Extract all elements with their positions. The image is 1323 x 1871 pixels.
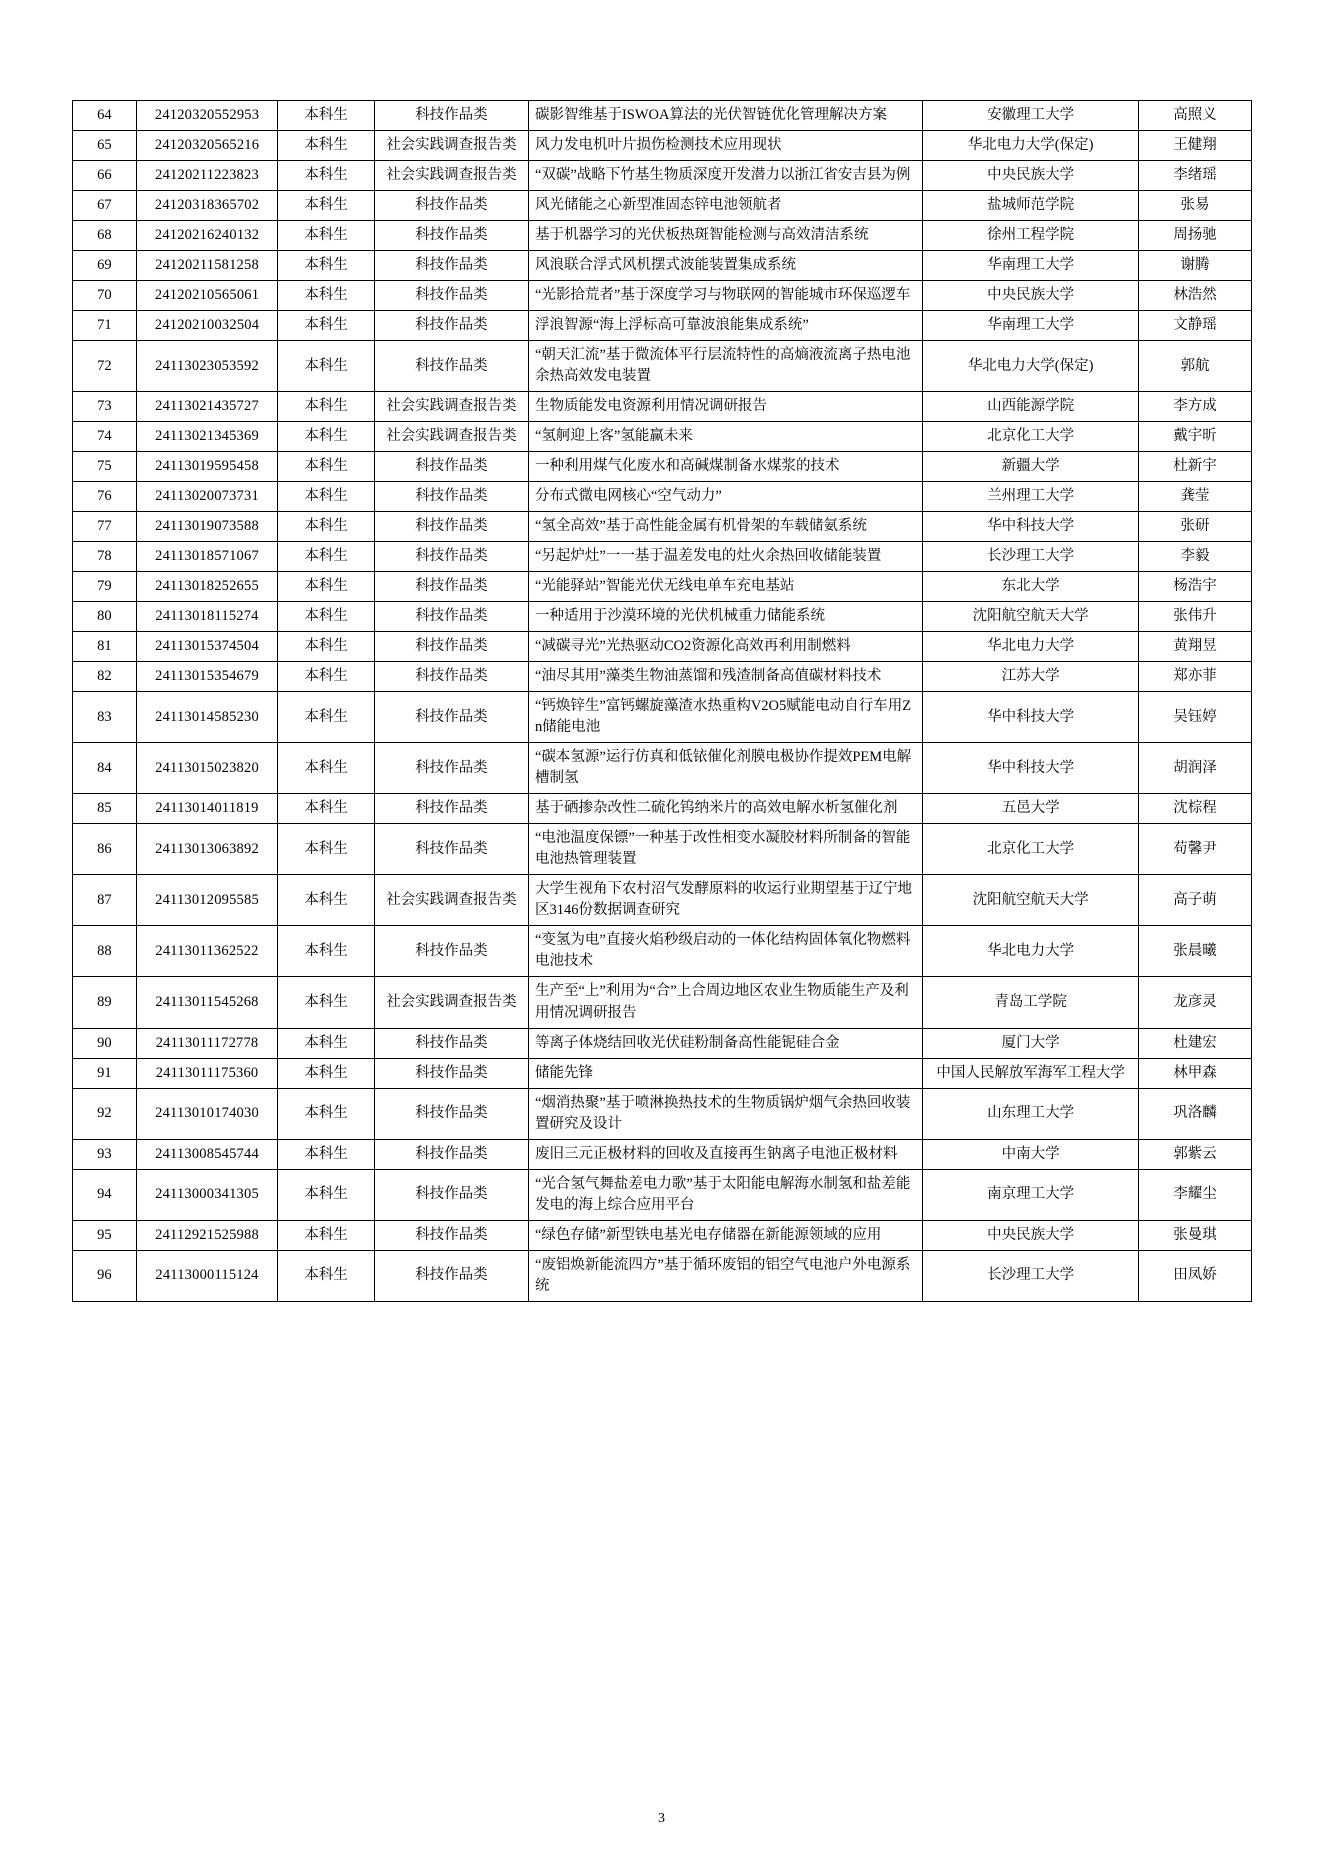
row-category: 科技作品类 [374, 572, 528, 602]
row-school: 北京化工大学 [923, 824, 1139, 875]
row-author-group: 本科生 [278, 482, 375, 512]
row-school: 华北电力大学(保定) [923, 131, 1139, 161]
row-work-code: 24113014585230 [136, 692, 278, 743]
row-title: 一种利用煤气化废水和高碱煤制备水煤浆的技术 [528, 452, 922, 482]
row-index: 72 [73, 341, 137, 392]
row-category: 科技作品类 [374, 632, 528, 662]
row-index: 94 [73, 1169, 137, 1220]
table-row [73, 1028, 1252, 1058]
row-index: 93 [73, 1139, 137, 1169]
row-work-code: 24113018115274 [136, 602, 278, 632]
table-row [73, 794, 1252, 824]
row-title: “废铝焕新能流四方”基于循环废铝的铝空气电池户外电源系统 [528, 1250, 922, 1301]
row-school: 华南理工大学 [923, 311, 1139, 341]
row-first-author: 张曼琪 [1138, 1220, 1251, 1250]
row-title: 生物质能发电资源利用情况调研报告 [528, 392, 922, 422]
row-work-code: 24113015354679 [136, 662, 278, 692]
row-index: 88 [73, 926, 137, 977]
row-first-author: 杜新宇 [1138, 452, 1251, 482]
row-first-author: 沈棕程 [1138, 794, 1251, 824]
row-category: 科技作品类 [374, 794, 528, 824]
row-author-group: 本科生 [278, 977, 375, 1028]
row-school: 江苏大学 [923, 662, 1139, 692]
row-author-group: 本科生 [278, 542, 375, 572]
row-title: “变氢为电”直接火焰秒级启动的一体化结构固体氧化物燃料电池技术 [528, 926, 922, 977]
row-school: 青岛工学院 [923, 977, 1139, 1028]
row-author-group: 本科生 [278, 341, 375, 392]
row-title: “光合氢气舞盐差电力歌”基于太阳能电解海水制氢和盐差能发电的海上综合应用平台 [528, 1169, 922, 1220]
row-index: 95 [73, 1220, 137, 1250]
row-index: 77 [73, 512, 137, 542]
row-school: 中央民族大学 [923, 1220, 1139, 1250]
table-row [73, 743, 1252, 794]
row-work-code: 24113010174030 [136, 1088, 278, 1139]
row-title: 基于机器学习的光伏板热斑智能检测与高效清洁系统 [528, 221, 922, 251]
row-school: 中国人民解放军海军工程大学 [923, 1058, 1139, 1088]
row-school: 沈阳航空航天大学 [923, 602, 1139, 632]
row-first-author: 李毅 [1138, 542, 1251, 572]
row-work-code: 24113018571067 [136, 542, 278, 572]
table-row [73, 1169, 1252, 1220]
row-author-group: 本科生 [278, 251, 375, 281]
row-title: “氢舸迎上客”氢能赢未来 [528, 422, 922, 452]
row-school: 华北电力大学 [923, 926, 1139, 977]
table-row [73, 926, 1252, 977]
row-title: 等离子体烧结回收光伏硅粉制备高性能铌硅合金 [528, 1028, 922, 1058]
row-title: “氢全高效”基于高性能金属有机骨架的车载储氨系统 [528, 512, 922, 542]
row-title: 大学生视角下农村沼气发酵原料的收运行业期望基于辽宁地区3146份数据调查研究 [528, 875, 922, 926]
row-title: 风浪联合浮式风机摆式波能装置集成系统 [528, 251, 922, 281]
row-work-code: 24113019073588 [136, 512, 278, 542]
row-category: 科技作品类 [374, 1088, 528, 1139]
row-work-code: 24120216240132 [136, 221, 278, 251]
entries-table [72, 100, 1252, 1302]
row-school: 中央民族大学 [923, 161, 1139, 191]
row-first-author: 林甲森 [1138, 1058, 1251, 1088]
row-work-code: 24113015374504 [136, 632, 278, 662]
row-index: 91 [73, 1058, 137, 1088]
row-category: 社会实践调查报告类 [374, 875, 528, 926]
row-index: 80 [73, 602, 137, 632]
row-work-code: 24113000341305 [136, 1169, 278, 1220]
row-author-group: 本科生 [278, 131, 375, 161]
row-title: 风光储能之心新型准固态锌电池领航者 [528, 191, 922, 221]
row-index: 75 [73, 452, 137, 482]
row-school: 沈阳航空航天大学 [923, 875, 1139, 926]
row-author-group: 本科生 [278, 422, 375, 452]
row-author-group: 本科生 [278, 452, 375, 482]
row-category: 科技作品类 [374, 482, 528, 512]
row-school: 新疆大学 [923, 452, 1139, 482]
row-title: 废旧三元正极材料的回收及直接再生钠离子电池正极材料 [528, 1139, 922, 1169]
row-author-group: 本科生 [278, 161, 375, 191]
row-category: 社会实践调查报告类 [374, 977, 528, 1028]
row-index: 65 [73, 131, 137, 161]
row-title: 风力发电机叶片损伤检测技术应用现状 [528, 131, 922, 161]
table-row [73, 392, 1252, 422]
row-category: 科技作品类 [374, 251, 528, 281]
table-row [73, 824, 1252, 875]
row-first-author: 龚莹 [1138, 482, 1251, 512]
table-row [73, 101, 1252, 131]
row-author-group: 本科生 [278, 632, 375, 662]
row-school: 盐城师范学院 [923, 191, 1139, 221]
table-row [73, 662, 1252, 692]
row-first-author: 李方成 [1138, 392, 1251, 422]
table-row [73, 311, 1252, 341]
row-index: 64 [73, 101, 137, 131]
row-work-code: 24112921525988 [136, 1220, 278, 1250]
row-title: “朝天汇流”基于微流体平行层流特性的高熵液流离子热电池余热高效发电装置 [528, 341, 922, 392]
row-author-group: 本科生 [278, 311, 375, 341]
row-category: 科技作品类 [374, 311, 528, 341]
table-row [73, 977, 1252, 1028]
row-first-author: 杨浩宇 [1138, 572, 1251, 602]
row-index: 66 [73, 161, 137, 191]
row-author-group: 本科生 [278, 743, 375, 794]
row-category: 社会实践调查报告类 [374, 131, 528, 161]
row-title: “油尽其用”藻类生物油蒸馏和残渣制备高值碳材料技术 [528, 662, 922, 692]
row-category: 科技作品类 [374, 602, 528, 632]
row-index: 73 [73, 392, 137, 422]
row-work-code: 24113008545744 [136, 1139, 278, 1169]
row-work-code: 24113013063892 [136, 824, 278, 875]
table-row [73, 161, 1252, 191]
row-first-author: 胡润泽 [1138, 743, 1251, 794]
row-work-code: 24120210565061 [136, 281, 278, 311]
row-title: “另起炉灶”一一基于温差发电的灶火余热回收储能装置 [528, 542, 922, 572]
row-index: 96 [73, 1250, 137, 1301]
row-school: 华中科技大学 [923, 743, 1139, 794]
row-title: “光影拾荒者”基于深度学习与物联网的智能城市环保巡逻车 [528, 281, 922, 311]
row-first-author: 田凤娇 [1138, 1250, 1251, 1301]
table-row [73, 875, 1252, 926]
row-index: 87 [73, 875, 137, 926]
table-row [73, 1250, 1252, 1301]
row-first-author: 郑亦菲 [1138, 662, 1251, 692]
row-author-group: 本科生 [278, 824, 375, 875]
entries-table-body [73, 101, 1252, 1302]
row-category: 科技作品类 [374, 1250, 528, 1301]
row-index: 84 [73, 743, 137, 794]
row-index: 71 [73, 311, 137, 341]
table-row [73, 602, 1252, 632]
row-author-group: 本科生 [278, 794, 375, 824]
row-first-author: 巩洛麟 [1138, 1088, 1251, 1139]
row-school: 华中科技大学 [923, 692, 1139, 743]
row-first-author: 郭航 [1138, 341, 1251, 392]
row-author-group: 本科生 [278, 101, 375, 131]
row-title: 储能先锋 [528, 1058, 922, 1088]
row-work-code: 24113014011819 [136, 794, 278, 824]
row-school: 华中科技大学 [923, 512, 1139, 542]
row-author-group: 本科生 [278, 1088, 375, 1139]
row-title: 基于硒掺杂改性二硫化钨纳米片的高效电解水析氢催化剂 [528, 794, 922, 824]
table-row [73, 572, 1252, 602]
row-category: 社会实践调查报告类 [374, 161, 528, 191]
row-work-code: 24120211581258 [136, 251, 278, 281]
row-category: 科技作品类 [374, 191, 528, 221]
row-work-code: 24120210032504 [136, 311, 278, 341]
row-work-code: 24113021345369 [136, 422, 278, 452]
row-first-author: 高照义 [1138, 101, 1251, 131]
row-category: 科技作品类 [374, 221, 528, 251]
row-author-group: 本科生 [278, 392, 375, 422]
row-author-group: 本科生 [278, 1028, 375, 1058]
row-school: 华南理工大学 [923, 251, 1139, 281]
row-work-code: 24113020073731 [136, 482, 278, 512]
row-index: 86 [73, 824, 137, 875]
table-row [73, 1058, 1252, 1088]
row-index: 78 [73, 542, 137, 572]
row-category: 科技作品类 [374, 824, 528, 875]
row-first-author: 林浩然 [1138, 281, 1251, 311]
row-index: 83 [73, 692, 137, 743]
row-author-group: 本科生 [278, 1169, 375, 1220]
row-work-code: 24120318365702 [136, 191, 278, 221]
row-school: 厦门大学 [923, 1028, 1139, 1058]
row-author-group: 本科生 [278, 512, 375, 542]
row-work-code: 24113021435727 [136, 392, 278, 422]
row-title: “钙焕锌生”富钙螺旋藻渣水热重构V2O5赋能电动自行车用Zn储能电池 [528, 692, 922, 743]
row-school: 兰州理工大学 [923, 482, 1139, 512]
row-work-code: 24120211223823 [136, 161, 278, 191]
row-index: 69 [73, 251, 137, 281]
row-school: 长沙理工大学 [923, 542, 1139, 572]
row-title: “双碳”战略下竹基生物质深度开发潜力以浙江省安吉县为例 [528, 161, 922, 191]
row-first-author: 张伟升 [1138, 602, 1251, 632]
row-title: 碳影智维基于ISWOA算法的光伏智链优化管理解决方案 [528, 101, 922, 131]
row-work-code: 24113011545268 [136, 977, 278, 1028]
row-category: 科技作品类 [374, 1220, 528, 1250]
row-index: 92 [73, 1088, 137, 1139]
row-school: 徐州工程学院 [923, 221, 1139, 251]
row-work-code: 24113000115124 [136, 1250, 278, 1301]
row-author-group: 本科生 [278, 191, 375, 221]
row-first-author: 张易 [1138, 191, 1251, 221]
row-first-author: 周扬驰 [1138, 221, 1251, 251]
row-category: 科技作品类 [374, 692, 528, 743]
table-row [73, 1088, 1252, 1139]
table-row [73, 452, 1252, 482]
row-work-code: 24120320552953 [136, 101, 278, 131]
row-title: “光能驿站”智能光伏无线电单车充电基站 [528, 572, 922, 602]
table-row [73, 131, 1252, 161]
row-category: 科技作品类 [374, 341, 528, 392]
row-first-author: 吴钰婷 [1138, 692, 1251, 743]
row-title: “绿色存储”新型铁电基光电存储器在新能源领域的应用 [528, 1220, 922, 1250]
row-school: 东北大学 [923, 572, 1139, 602]
row-first-author: 郭紫云 [1138, 1139, 1251, 1169]
row-index: 70 [73, 281, 137, 311]
row-first-author: 龙彦灵 [1138, 977, 1251, 1028]
row-first-author: 文静瑶 [1138, 311, 1251, 341]
row-first-author: 黄翔昱 [1138, 632, 1251, 662]
row-index: 76 [73, 482, 137, 512]
row-category: 科技作品类 [374, 743, 528, 794]
row-index: 68 [73, 221, 137, 251]
row-work-code: 24113011172778 [136, 1028, 278, 1058]
row-author-group: 本科生 [278, 1139, 375, 1169]
row-author-group: 本科生 [278, 572, 375, 602]
row-work-code: 24113011175360 [136, 1058, 278, 1088]
row-category: 社会实践调查报告类 [374, 392, 528, 422]
table-row [73, 251, 1252, 281]
row-title: “电池温度保镖”一种基于改性相变水凝胶材料所制备的智能电池热管理装置 [528, 824, 922, 875]
row-author-group: 本科生 [278, 1220, 375, 1250]
row-first-author: 苟馨尹 [1138, 824, 1251, 875]
row-first-author: 张研 [1138, 512, 1251, 542]
row-title: 生产至“上”利用为“合”上合周边地区农业生物质能生产及利用情况调研报告 [528, 977, 922, 1028]
table-row [73, 542, 1252, 572]
row-category: 科技作品类 [374, 1058, 528, 1088]
row-author-group: 本科生 [278, 1250, 375, 1301]
row-first-author: 李绪瑶 [1138, 161, 1251, 191]
row-title: 一种适用于沙漠环境的光伏机械重力储能系统 [528, 602, 922, 632]
row-school: 山东理工大学 [923, 1088, 1139, 1139]
row-work-code: 24113018252655 [136, 572, 278, 602]
table-row [73, 512, 1252, 542]
row-category: 科技作品类 [374, 926, 528, 977]
table-row [73, 1139, 1252, 1169]
row-category: 科技作品类 [374, 512, 528, 542]
row-school: 华北电力大学(保定) [923, 341, 1139, 392]
row-school: 中南大学 [923, 1139, 1139, 1169]
row-work-code: 24113019595458 [136, 452, 278, 482]
row-first-author: 戴宇昕 [1138, 422, 1251, 452]
row-index: 74 [73, 422, 137, 452]
row-author-group: 本科生 [278, 875, 375, 926]
row-title: “减碳寻光”光热驱动CO2资源化高效再利用制燃料 [528, 632, 922, 662]
row-first-author: 张晨曦 [1138, 926, 1251, 977]
row-first-author: 高子萌 [1138, 875, 1251, 926]
row-work-code: 24120320565216 [136, 131, 278, 161]
row-author-group: 本科生 [278, 662, 375, 692]
table-row [73, 281, 1252, 311]
table-row [73, 191, 1252, 221]
row-index: 85 [73, 794, 137, 824]
row-category: 社会实践调查报告类 [374, 422, 528, 452]
row-school: 山西能源学院 [923, 392, 1139, 422]
table-row [73, 422, 1252, 452]
row-first-author: 李耀尘 [1138, 1169, 1251, 1220]
row-school: 五邑大学 [923, 794, 1139, 824]
row-first-author: 谢腾 [1138, 251, 1251, 281]
row-work-code: 24113012095585 [136, 875, 278, 926]
table-row [73, 692, 1252, 743]
row-category: 科技作品类 [374, 101, 528, 131]
table-row [73, 482, 1252, 512]
row-author-group: 本科生 [278, 692, 375, 743]
row-category: 科技作品类 [374, 1139, 528, 1169]
table-row [73, 341, 1252, 392]
row-title: 分布式微电网核心“空气动力” [528, 482, 922, 512]
row-category: 科技作品类 [374, 662, 528, 692]
row-category: 科技作品类 [374, 452, 528, 482]
row-index: 79 [73, 572, 137, 602]
row-school: 北京化工大学 [923, 422, 1139, 452]
row-school: 南京理工大学 [923, 1169, 1139, 1220]
table-row [73, 221, 1252, 251]
row-author-group: 本科生 [278, 281, 375, 311]
row-author-group: 本科生 [278, 221, 375, 251]
row-title: 浮浪智源“海上浮标高可靠波浪能集成系统” [528, 311, 922, 341]
row-title: “碳本氢源”运行仿真和低铱催化剂膜电极协作提效PEM电解槽制氢 [528, 743, 922, 794]
page-number: 3 [658, 1811, 665, 1826]
row-category: 科技作品类 [374, 1028, 528, 1058]
row-index: 90 [73, 1028, 137, 1058]
row-school: 长沙理工大学 [923, 1250, 1139, 1301]
row-index: 67 [73, 191, 137, 221]
row-title: “烟消热聚”基于喷淋换热技术的生物质锅炉烟气余热回收装置研究及设计 [528, 1088, 922, 1139]
row-author-group: 本科生 [278, 602, 375, 632]
row-author-group: 本科生 [278, 1058, 375, 1088]
row-first-author: 杜建宏 [1138, 1028, 1251, 1058]
row-school: 安徽理工大学 [923, 101, 1139, 131]
table-row [73, 632, 1252, 662]
row-work-code: 24113023053592 [136, 341, 278, 392]
row-index: 89 [73, 977, 137, 1028]
row-category: 科技作品类 [374, 1169, 528, 1220]
row-school: 华北电力大学 [923, 632, 1139, 662]
row-category: 科技作品类 [374, 542, 528, 572]
row-work-code: 24113011362522 [136, 926, 278, 977]
row-school: 中央民族大学 [923, 281, 1139, 311]
row-index: 81 [73, 632, 137, 662]
row-index: 82 [73, 662, 137, 692]
row-category: 科技作品类 [374, 281, 528, 311]
table-row [73, 1220, 1252, 1250]
row-author-group: 本科生 [278, 926, 375, 977]
row-first-author: 王健翔 [1138, 131, 1251, 161]
row-work-code: 24113015023820 [136, 743, 278, 794]
